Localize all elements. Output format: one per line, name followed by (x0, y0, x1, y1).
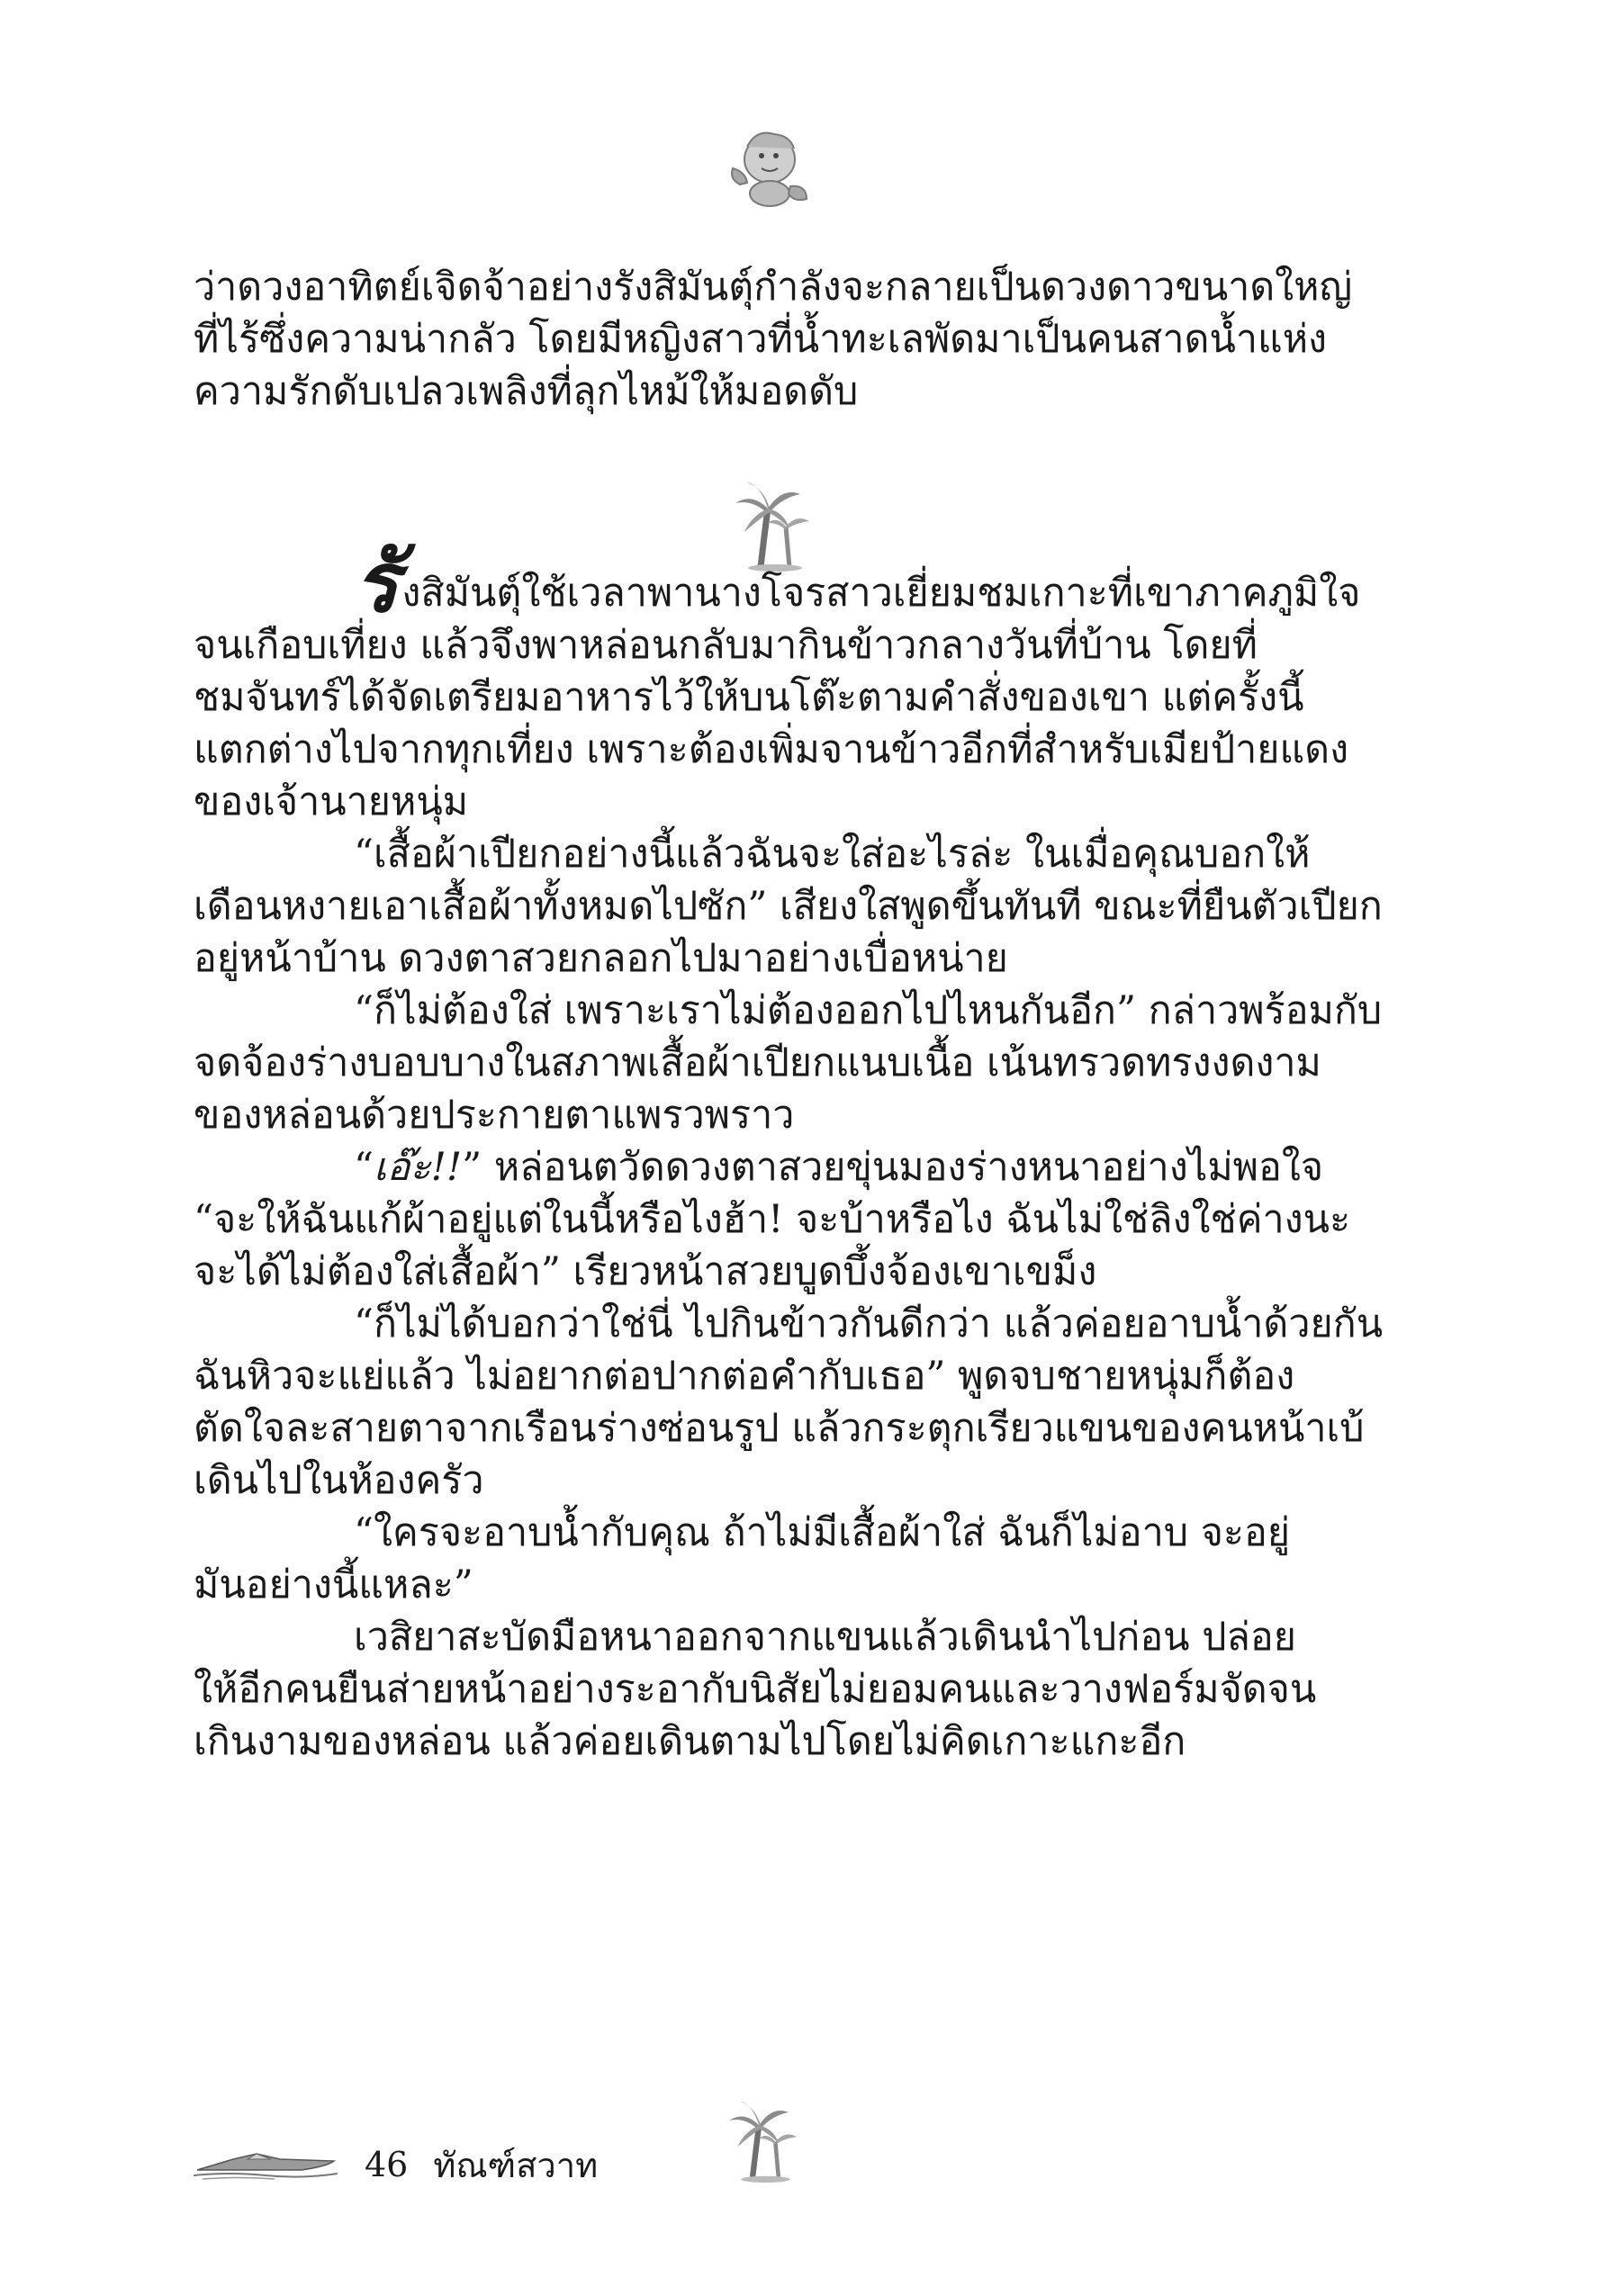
text-line: มันอย่างนี้แหละ” (194, 1562, 473, 1607)
drop-cap: รั (354, 534, 399, 631)
text-line: “ก็ไม่ต้องใส่ เพราะเราไม่ต้องออกไปไหนกันอีก” กล่าวพร้อมกับ (354, 988, 1383, 1033)
page-number: 46 (365, 2145, 409, 2184)
exclamation-text: เอ๊ะ!! (373, 1145, 463, 1190)
text-line: “เสื้อผ้าเปียกอย่างนี้แล้วฉันจะใส่อะไรล่ะ ในเมื่อคุณบอกให้ (354, 832, 1311, 877)
text-line: ความรักดับเปลวเพลิงที่ลุกไหม้ให้มอดดับ (194, 369, 859, 414)
chapter-first-line (194, 534, 1361, 631)
intro-paragraph (194, 261, 1353, 418)
text-line: เกินงามของหล่อน แล้วค่อยเดินตามไปโดยไม่คิดเกาะแกะอีก (194, 1719, 1186, 1764)
text-line: “จะให้ฉันแก้ผ้าอยู่แต่ในนี้หรือไงฮ้า! จะบ้าหรือไง ฉันไม่ใช่ลิงใช่ค่างนะ (194, 1197, 1351, 1242)
text-line: งสิมันตุ์ใช้เวลาพานางโจรสาวเยี่ยมชมเกาะที่เขาภาคภูมิใจ (401, 571, 1361, 616)
page-footer (194, 2138, 623, 2192)
text-line: อยู่หน้าบ้าน ดวงตาสวยกลอกไปมาอย่างเบื่อหน่าย (194, 936, 1008, 981)
text-line: “ใครจะอาบน้ำกับคุณ ถ้าไม่มีเสื้อผ้าใส่ ฉันก็ไม่อาบ จะอยู่ (354, 1510, 1291, 1555)
book-title: ทัณฑ์สวาท (433, 2145, 599, 2185)
palm-tree-icon (716, 2093, 806, 2183)
text-line: ให้อีกคนยืนส่ายหน้าอย่างระอากับนิสัยไม่ยอมคนและวางฟอร์มจัดจน (194, 1667, 1317, 1712)
chapter-section (194, 534, 1384, 1768)
cartoon-child-ornament-icon (720, 122, 819, 212)
text-line: ชมจันทร์ได้จัดเตรียมอาหารไว้ให้บนโต๊ะตามคำสั่งของเขา แต่ครั้งนี้ (194, 675, 1304, 720)
text-line: เวสิยาสะบัดมือหนาออกจากแขนแล้วเดินนำไปก่อน ปล่อย (354, 1615, 1296, 1660)
text-line: ของหล่อนด้วยประกายตาแพรวพราว (194, 1093, 795, 1138)
text-line: จนเกือบเที่ยง แล้วจึงพาหล่อนกลับมากินข้าวกลางวันที่บ้าน โดยที่ (194, 623, 1258, 668)
text-line: เดือนหงายเอาเสื้อผ้าทั้งหมดไปซัก” เสียงใสพูดขึ้นทันที ขณะที่ยืนตัวเปียก (194, 884, 1383, 929)
open-quote: “ (354, 1145, 374, 1190)
text-line: “ก็ไม่ได้บอกว่าใช่นี่ ไปกินข้าวกันดีกว่า แล้วค่อยอาบน้ำด้วยกัน (354, 1301, 1384, 1346)
text-line: ” หล่อนตวัดดวงตาสวยขุ่นมองร่างหนาอย่างไม่พอใจ (462, 1145, 1324, 1190)
text-line: ตัดใจละสายตาจากเรือนร่างซ่อนรูป แล้วกระตุกเรียวแขนของคนหน้าเบ้ (194, 1406, 1365, 1451)
text-line: ของเจ้านายหนุ่ม (194, 779, 469, 824)
text-line: ว่าดวงอาทิตย์เจิดจ้าอย่างรังสิมันตุ์กำลังจะกลายเป็นดวงดาวขนาดใหญ่ (194, 265, 1353, 310)
dialogue-line (194, 1141, 1346, 1193)
text-line: แตกต่างไปจากทุกเที่ยง เพราะต้องเพิ่มจานข้าวอีกที่สำหรับเมียป้ายแดง (194, 727, 1349, 772)
speedboat-icon (194, 2147, 338, 2183)
text-line: ที่ไร้ซึ่งความน่ากลัว โดยมีหญิงสาวที่น้ำทะเลพัดมาเป็นคนสาดน้ำแห่ง (194, 317, 1328, 362)
text-line: จดจ้องร่างบอบบางในสภาพเสื้อผ้าเปียกแนบเนื้อ เน้นทรวดทรงงดงาม (194, 1040, 1321, 1085)
text-line: จะได้ไม่ต้องใส่เสื้อผ้า” เรียวหน้าสวยบูดบึ้งจ้องเขาเขม็ง (194, 1249, 1097, 1294)
text-line: ฉันหิวจะแย่แล้ว ไม่อยากต่อปากต่อคำกับเธอ” พูดจบชายหนุ่มก็ต้อง (194, 1354, 1295, 1399)
text-line: เดินไปในห้องครัว (194, 1458, 484, 1503)
